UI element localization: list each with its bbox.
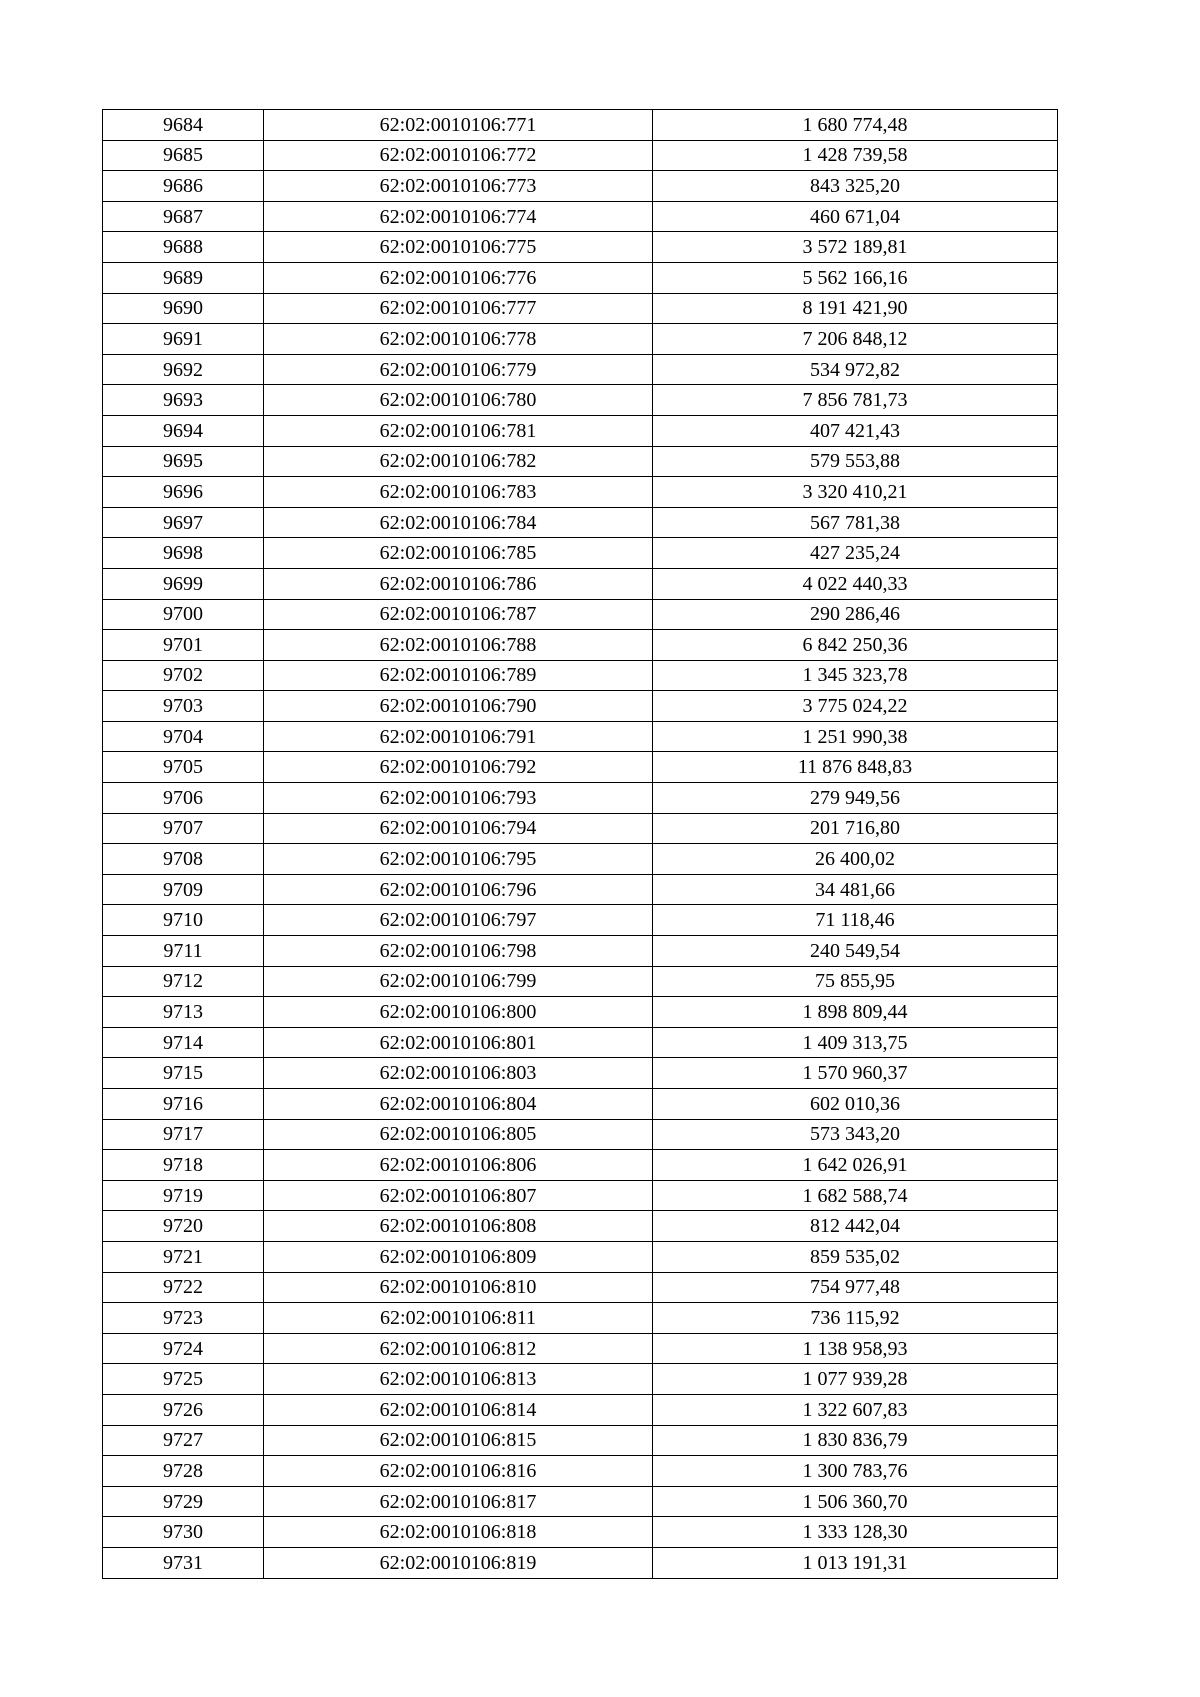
cadastral-value-cell: 602 010,36: [653, 1089, 1058, 1120]
row-number-cell: 9720: [103, 1211, 264, 1242]
row-number-cell: 9688: [103, 232, 264, 263]
table-row: [103, 1272, 1058, 1303]
cadastral-value-cell: 7 206 848,12: [653, 324, 1058, 355]
cadastral-number-cell: 62:02:0010106:793: [264, 783, 653, 814]
row-number-cell: 9709: [103, 874, 264, 905]
row-number-cell: 9705: [103, 752, 264, 783]
row-number-cell: 9707: [103, 813, 264, 844]
cadastral-number-cell: 62:02:0010106:818: [264, 1517, 653, 1548]
row-number-cell: 9686: [103, 171, 264, 202]
table-row: [103, 1027, 1058, 1058]
cadastral-number-cell: 62:02:0010106:819: [264, 1547, 653, 1578]
row-number-cell: 9716: [103, 1089, 264, 1120]
row-number-cell: 9693: [103, 385, 264, 416]
cadastral-number-cell: 62:02:0010106:799: [264, 966, 653, 997]
table-row: [103, 568, 1058, 599]
row-number-cell: 9695: [103, 446, 264, 477]
cadastral-number-cell: 62:02:0010106:798: [264, 936, 653, 967]
cadastral-number-cell: 62:02:0010106:795: [264, 844, 653, 875]
row-number-cell: 9706: [103, 783, 264, 814]
cadastral-value-cell: 754 977,48: [653, 1272, 1058, 1303]
cadastral-value-cell: 1 682 588,74: [653, 1180, 1058, 1211]
cadastral-number-cell: 62:02:0010106:805: [264, 1119, 653, 1150]
table-row: [103, 1303, 1058, 1334]
table-row: [103, 1394, 1058, 1425]
row-number-cell: 9711: [103, 936, 264, 967]
table-row: [103, 783, 1058, 814]
table-row: [103, 140, 1058, 171]
row-number-cell: 9710: [103, 905, 264, 936]
table-row: [103, 721, 1058, 752]
cadastral-number-cell: 62:02:0010106:804: [264, 1089, 653, 1120]
table-row: [103, 1517, 1058, 1548]
row-number-cell: 9727: [103, 1425, 264, 1456]
row-number-cell: 9719: [103, 1180, 264, 1211]
row-number-cell: 9687: [103, 201, 264, 232]
table-row: [103, 936, 1058, 967]
table-row: [103, 813, 1058, 844]
cadastral-value-cell: 201 716,80: [653, 813, 1058, 844]
cadastral-value-cell: 290 286,46: [653, 599, 1058, 630]
cadastral-value-cell: 71 118,46: [653, 905, 1058, 936]
cadastral-value-cell: 812 442,04: [653, 1211, 1058, 1242]
cadastral-value-cell: 1 680 774,48: [653, 110, 1058, 141]
cadastral-number-cell: 62:02:0010106:771: [264, 110, 653, 141]
cadastral-number-cell: 62:02:0010106:780: [264, 385, 653, 416]
row-number-cell: 9699: [103, 568, 264, 599]
table-row: [103, 171, 1058, 202]
cadastral-value-cell: 579 553,88: [653, 446, 1058, 477]
row-number-cell: 9698: [103, 538, 264, 569]
cadastral-value-cell: 1 333 128,30: [653, 1517, 1058, 1548]
table-row: [103, 1241, 1058, 1272]
row-number-cell: 9689: [103, 262, 264, 293]
cadastral-value-cell: 3 775 024,22: [653, 691, 1058, 722]
cadastral-number-cell: 62:02:0010106:787: [264, 599, 653, 630]
table-row: [103, 1150, 1058, 1181]
cadastral-value-cell: 1 013 191,31: [653, 1547, 1058, 1578]
cadastral-number-cell: 62:02:0010106:789: [264, 660, 653, 691]
cadastral-value-cell: 1 251 990,38: [653, 721, 1058, 752]
table-row: [103, 691, 1058, 722]
cadastral-value-cell: 7 856 781,73: [653, 385, 1058, 416]
row-number-cell: 9723: [103, 1303, 264, 1334]
row-number-cell: 9725: [103, 1364, 264, 1395]
cadastral-number-cell: 62:02:0010106:772: [264, 140, 653, 171]
table-row: [103, 262, 1058, 293]
cadastral-value-cell: 567 781,38: [653, 507, 1058, 538]
table-row: [103, 1547, 1058, 1578]
row-number-cell: 9692: [103, 354, 264, 385]
cadastral-number-cell: 62:02:0010106:783: [264, 477, 653, 508]
table-row: [103, 415, 1058, 446]
table-row: [103, 1425, 1058, 1456]
row-number-cell: 9694: [103, 415, 264, 446]
row-number-cell: 9697: [103, 507, 264, 538]
table-row: [103, 1456, 1058, 1487]
row-number-cell: 9684: [103, 110, 264, 141]
cadastral-number-cell: 62:02:0010106:792: [264, 752, 653, 783]
table-row: [103, 1089, 1058, 1120]
cadastral-number-cell: 62:02:0010106:773: [264, 171, 653, 202]
row-number-cell: 9701: [103, 630, 264, 661]
cadastral-value-cell: 1 322 607,83: [653, 1394, 1058, 1425]
row-number-cell: 9724: [103, 1333, 264, 1364]
row-number-cell: 9722: [103, 1272, 264, 1303]
cadastral-number-cell: 62:02:0010106:813: [264, 1364, 653, 1395]
row-number-cell: 9721: [103, 1241, 264, 1272]
table-row: [103, 1486, 1058, 1517]
table-row: [103, 997, 1058, 1028]
table-row: [103, 660, 1058, 691]
cadastral-value-cell: 427 235,24: [653, 538, 1058, 569]
cadastral-value-cell: 1 642 026,91: [653, 1150, 1058, 1181]
cadastral-value-cell: 3 572 189,81: [653, 232, 1058, 263]
table-row: [103, 110, 1058, 141]
row-number-cell: 9708: [103, 844, 264, 875]
cadastral-number-cell: 62:02:0010106:788: [264, 630, 653, 661]
row-number-cell: 9690: [103, 293, 264, 324]
cadastral-number-cell: 62:02:0010106:812: [264, 1333, 653, 1364]
cadastral-value-cell: 279 949,56: [653, 783, 1058, 814]
cadastral-number-cell: 62:02:0010106:781: [264, 415, 653, 446]
cadastral-number-cell: 62:02:0010106:791: [264, 721, 653, 752]
row-number-cell: 9717: [103, 1119, 264, 1150]
cadastral-value-cell: 240 549,54: [653, 936, 1058, 967]
cadastral-number-cell: 62:02:0010106:817: [264, 1486, 653, 1517]
cadastral-number-cell: 62:02:0010106:815: [264, 1425, 653, 1456]
cadastral-value-cell: 1 898 809,44: [653, 997, 1058, 1028]
cadastral-number-cell: 62:02:0010106:801: [264, 1027, 653, 1058]
row-number-cell: 9704: [103, 721, 264, 752]
row-number-cell: 9691: [103, 324, 264, 355]
cadastral-number-cell: 62:02:0010106:786: [264, 568, 653, 599]
cadastral-number-cell: 62:02:0010106:816: [264, 1456, 653, 1487]
row-number-cell: 9726: [103, 1394, 264, 1425]
cadastral-value-cell: 4 022 440,33: [653, 568, 1058, 599]
cadastral-number-cell: 62:02:0010106:774: [264, 201, 653, 232]
row-number-cell: 9731: [103, 1547, 264, 1578]
row-number-cell: 9728: [103, 1456, 264, 1487]
table-row: [103, 752, 1058, 783]
cadastral-number-cell: 62:02:0010106:775: [264, 232, 653, 263]
row-number-cell: 9730: [103, 1517, 264, 1548]
cadastral-value-cell: 1 077 939,28: [653, 1364, 1058, 1395]
table-row: [103, 1119, 1058, 1150]
table-row: [103, 232, 1058, 263]
cadastral-value-cell: 460 671,04: [653, 201, 1058, 232]
cadastral-number-cell: 62:02:0010106:794: [264, 813, 653, 844]
cadastral-number-cell: 62:02:0010106:785: [264, 538, 653, 569]
table-row: [103, 905, 1058, 936]
cadastral-value-cell: 859 535,02: [653, 1241, 1058, 1272]
table-row: [103, 538, 1058, 569]
cadastral-value-cell: 34 481,66: [653, 874, 1058, 905]
row-number-cell: 9715: [103, 1058, 264, 1089]
cadastral-value-table: [102, 109, 1058, 1579]
cadastral-value-cell: 1 345 323,78: [653, 660, 1058, 691]
cadastral-value-cell: 1 409 313,75: [653, 1027, 1058, 1058]
table-row: [103, 1180, 1058, 1211]
row-number-cell: 9712: [103, 966, 264, 997]
cadastral-number-cell: 62:02:0010106:809: [264, 1241, 653, 1272]
table-row: [103, 446, 1058, 477]
cadastral-value-cell: 26 400,02: [653, 844, 1058, 875]
table-body: [103, 110, 1058, 1579]
table-row: [103, 507, 1058, 538]
table-row: [103, 354, 1058, 385]
row-number-cell: 9700: [103, 599, 264, 630]
cadastral-value-cell: 3 320 410,21: [653, 477, 1058, 508]
table-row: [103, 966, 1058, 997]
row-number-cell: 9714: [103, 1027, 264, 1058]
table-row: [103, 324, 1058, 355]
cadastral-value-cell: 407 421,43: [653, 415, 1058, 446]
row-number-cell: 9713: [103, 997, 264, 1028]
table-row: [103, 630, 1058, 661]
cadastral-value-cell: 573 343,20: [653, 1119, 1058, 1150]
cadastral-value-cell: 1 830 836,79: [653, 1425, 1058, 1456]
cadastral-number-cell: 62:02:0010106:806: [264, 1150, 653, 1181]
cadastral-number-cell: 62:02:0010106:796: [264, 874, 653, 905]
cadastral-number-cell: 62:02:0010106:797: [264, 905, 653, 936]
table-row: [103, 599, 1058, 630]
table-row: [103, 293, 1058, 324]
table-row: [103, 477, 1058, 508]
cadastral-value-cell: 1 300 783,76: [653, 1456, 1058, 1487]
cadastral-number-cell: 62:02:0010106:790: [264, 691, 653, 722]
row-number-cell: 9718: [103, 1150, 264, 1181]
row-number-cell: 9696: [103, 477, 264, 508]
cadastral-number-cell: 62:02:0010106:782: [264, 446, 653, 477]
cadastral-number-cell: 62:02:0010106:803: [264, 1058, 653, 1089]
table-row: [103, 385, 1058, 416]
cadastral-number-cell: 62:02:0010106:779: [264, 354, 653, 385]
cadastral-value-cell: 8 191 421,90: [653, 293, 1058, 324]
cadastral-number-cell: 62:02:0010106:811: [264, 1303, 653, 1334]
row-number-cell: 9702: [103, 660, 264, 691]
cadastral-value-cell: 1 506 360,70: [653, 1486, 1058, 1517]
cadastral-value-cell: 1 428 739,58: [653, 140, 1058, 171]
row-number-cell: 9703: [103, 691, 264, 722]
table-row: [103, 844, 1058, 875]
table-row: [103, 201, 1058, 232]
table-row: [103, 874, 1058, 905]
cadastral-value-cell: 534 972,82: [653, 354, 1058, 385]
cadastral-number-cell: 62:02:0010106:778: [264, 324, 653, 355]
cadastral-value-cell: 843 325,20: [653, 171, 1058, 202]
cadastral-value-cell: 11 876 848,83: [653, 752, 1058, 783]
cadastral-value-cell: 75 855,95: [653, 966, 1058, 997]
cadastral-value-cell: 1 138 958,93: [653, 1333, 1058, 1364]
cadastral-number-cell: 62:02:0010106:800: [264, 997, 653, 1028]
cadastral-number-cell: 62:02:0010106:807: [264, 1180, 653, 1211]
cadastral-number-cell: 62:02:0010106:808: [264, 1211, 653, 1242]
row-number-cell: 9685: [103, 140, 264, 171]
cadastral-number-cell: 62:02:0010106:814: [264, 1394, 653, 1425]
table-row: [103, 1333, 1058, 1364]
row-number-cell: 9729: [103, 1486, 264, 1517]
cadastral-value-cell: 736 115,92: [653, 1303, 1058, 1334]
cadastral-value-cell: 5 562 166,16: [653, 262, 1058, 293]
table-row: [103, 1211, 1058, 1242]
cadastral-number-cell: 62:02:0010106:810: [264, 1272, 653, 1303]
cadastral-value-cell: 1 570 960,37: [653, 1058, 1058, 1089]
cadastral-number-cell: 62:02:0010106:784: [264, 507, 653, 538]
cadastral-number-cell: 62:02:0010106:777: [264, 293, 653, 324]
cadastral-value-cell: 6 842 250,36: [653, 630, 1058, 661]
table-row: [103, 1364, 1058, 1395]
cadastral-number-cell: 62:02:0010106:776: [264, 262, 653, 293]
table-row: [103, 1058, 1058, 1089]
